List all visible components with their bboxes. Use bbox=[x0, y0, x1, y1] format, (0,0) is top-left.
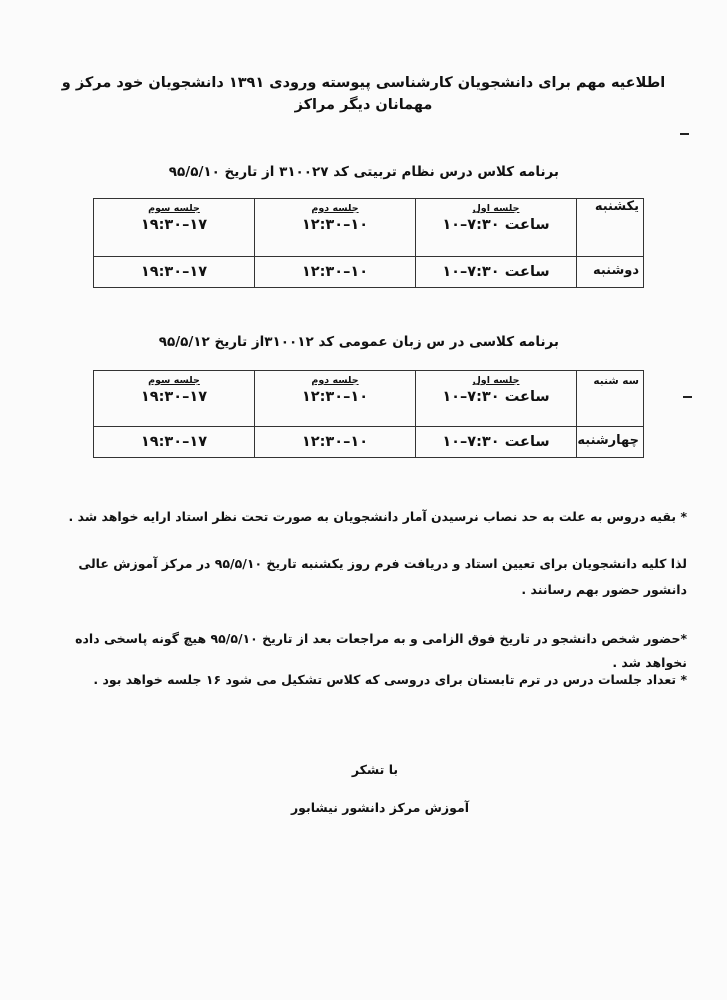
schedule2-table bbox=[93, 370, 644, 458]
notice-title: اطلاعیه مهم برای دانشجویان کارشناسی پیوسته ورودی ۱۳۹۱ دانشجویان خود مرکز و مهمانان دیگر مراکز bbox=[61, 75, 666, 113]
table-row bbox=[94, 427, 644, 458]
session-cell bbox=[416, 257, 577, 288]
session-cell bbox=[416, 199, 577, 257]
session-header: جلسه دوم bbox=[311, 203, 359, 214]
note-item: * تعداد جلسات درس در ترم تابستان برای دروسی که کلاس تشکیل می شود ۱۶ جلسه خواهد بود . bbox=[93, 672, 687, 687]
closing-signature: آموزش مرکز دانشور نیشابور bbox=[290, 800, 469, 815]
day-cell: دوشنبه bbox=[577, 257, 644, 288]
session-time: ۱۷–۱۹:۳۰ bbox=[140, 264, 208, 280]
session-cell bbox=[94, 427, 255, 458]
session-cell bbox=[255, 257, 416, 288]
scan-mark bbox=[683, 396, 692, 398]
note-item: * بقیه دروس به علت به حد نصاب نرسیدن آمار دانشجویان به صورت تحت نظر استاد ارایه خواهد شد . bbox=[68, 509, 687, 524]
table-row bbox=[94, 371, 644, 427]
table-row bbox=[94, 257, 644, 288]
session-time: ساعت ۷:۳۰–۱۰ bbox=[442, 389, 550, 405]
session-time: ساعت ۷:۳۰–۱۰ bbox=[442, 434, 550, 450]
day-cell: سه شنبه bbox=[577, 371, 644, 427]
schedule2-heading: برنامه کلاسی در س زبان عمومی کد ۳۱۰۰۱۲از تاریخ ۹۵/۵/۱۲ bbox=[158, 334, 559, 350]
day-cell: یکشنبه bbox=[577, 199, 644, 257]
session-header: جلسه سوم bbox=[148, 375, 200, 386]
session-time: ۱۰–۱۲:۳۰ bbox=[301, 264, 369, 280]
schedule1-heading: برنامه کلاس درس نظام تربیتی کد ۳۱۰۰۲۷ از تاریخ ۹۵/۵/۱۰ bbox=[168, 164, 559, 180]
session-cell bbox=[94, 371, 255, 427]
session-header: جلسه اول bbox=[472, 375, 520, 386]
schedule1-table bbox=[93, 198, 644, 288]
session-cell bbox=[255, 199, 416, 257]
session-time: ساعت ۷:۳۰–۱۰ bbox=[442, 217, 550, 233]
session-time: ۱۷–۱۹:۳۰ bbox=[140, 434, 208, 450]
session-cell bbox=[416, 371, 577, 427]
table-row bbox=[94, 199, 644, 257]
session-time: ۱۷–۱۹:۳۰ bbox=[140, 217, 208, 233]
closing-thanks: با تشکر bbox=[351, 762, 399, 777]
scan-mark bbox=[680, 133, 689, 135]
note-item: لذا کلیه دانشجویان برای تعیین استاد و دریافت فرم روز یکشنبه تاریخ ۹۵/۵/۱۰ در مرکز آموزش عالی دانشور حضور بهم رسانند . bbox=[78, 556, 687, 597]
session-cell bbox=[416, 427, 577, 458]
session-cell bbox=[255, 427, 416, 458]
session-cell bbox=[255, 371, 416, 427]
note-item: *حضور شخص دانشجو در تاریخ فوق الزامی و به مراجعات بعد از تاریخ ۹۵/۵/۱۰ هیچ گونه پاسخی داده نخواهد شد . bbox=[75, 631, 687, 670]
session-cell bbox=[94, 199, 255, 257]
session-header: جلسه دوم bbox=[311, 375, 359, 386]
session-time: ۱۰–۱۲:۳۰ bbox=[301, 434, 369, 450]
session-time: ساعت ۷:۳۰–۱۰ bbox=[442, 264, 550, 280]
session-time: ۱۰–۱۲:۳۰ bbox=[301, 389, 369, 405]
session-time: ۱۷–۱۹:۳۰ bbox=[140, 389, 208, 405]
session-header: جلسه سوم bbox=[148, 203, 200, 214]
session-cell bbox=[94, 257, 255, 288]
day-cell: چهارشنبه bbox=[577, 427, 644, 458]
session-header: جلسه اول bbox=[472, 203, 520, 214]
session-time: ۱۰–۱۲:۳۰ bbox=[301, 217, 369, 233]
